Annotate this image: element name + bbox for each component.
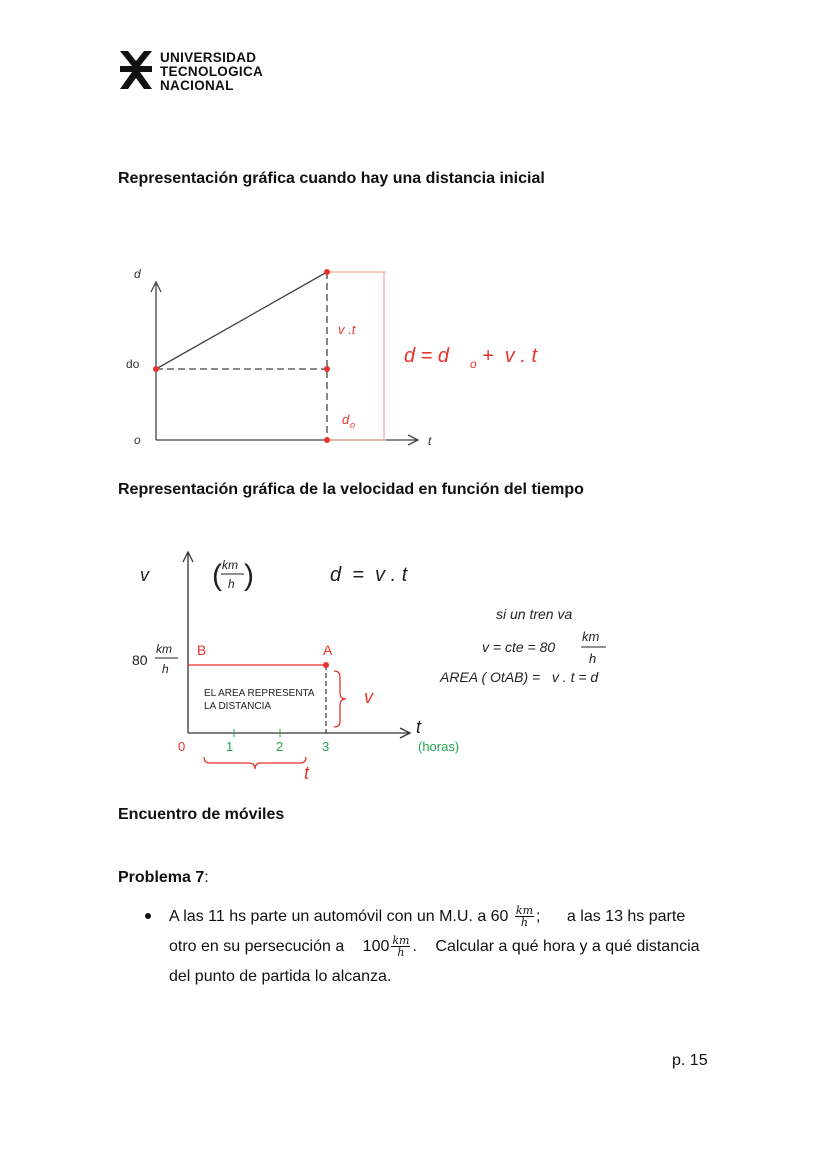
point-b-label: B	[197, 642, 207, 658]
problem-title-colon: :	[204, 869, 209, 886]
x-axis-label: t	[428, 434, 432, 448]
section-title-initial-distance: Representación gráfica cuando hay una distancia inicial	[118, 170, 545, 187]
formula-left: d = d	[404, 345, 450, 367]
origin-label: o	[134, 433, 141, 447]
tick-3: 3	[322, 739, 330, 754]
level-unit-num: km	[156, 642, 172, 656]
distance-formula: d = v . t	[330, 564, 408, 586]
v-axis-label: v	[140, 565, 149, 585]
problem-unit-2: $\frac{km}{h}$	[392, 934, 410, 960]
point-a-dot	[323, 662, 329, 668]
distance-time-graph	[118, 262, 598, 452]
bullet-dot	[145, 913, 151, 919]
problem-text-b: a las 13 hs parte	[566, 908, 686, 925]
problem-line-1: A las 11 hs parte un automóvil con un M.U. a 60 $\frac{km}{h}$ ; a las 13 hs parte	[169, 904, 686, 930]
level-value: 80	[132, 652, 148, 668]
formula-sub: o	[470, 357, 477, 371]
t-axis-unit: (horas)	[418, 739, 460, 754]
logo-line-1: UNIVERSIDAD	[160, 50, 257, 65]
unit-num: km	[222, 558, 238, 572]
formula-right: + v . t	[482, 345, 538, 367]
note-line3: AREA ( OtAB) = v . t = d	[440, 669, 599, 685]
t-brace-label: t	[304, 763, 310, 783]
unit-den: h	[228, 577, 235, 591]
vt-label: v .t	[338, 322, 356, 337]
v-brace	[334, 671, 346, 727]
problem-text-a: A las 11 hs parte un automóvil con un M.U. a 60	[169, 908, 509, 925]
t-brace	[204, 757, 306, 769]
utn-logo-icon	[118, 50, 154, 90]
section-title-meeting: Encuentro de móviles	[118, 806, 285, 823]
area-text-line1: EL AREA REPRESENTA	[204, 688, 315, 699]
d0-segment-sub: o	[350, 420, 356, 430]
note-line2: v = cte = 80	[482, 639, 556, 655]
origin-zero: 0	[178, 739, 186, 754]
d0-segment-label: d	[342, 412, 350, 427]
point-bottom	[324, 437, 330, 443]
area-text-line2: LA DISTANCIA	[204, 701, 272, 712]
problem-text-e: Calcular a qué hora y a qué distancia	[435, 938, 700, 955]
unit-paren-left: (	[212, 559, 222, 592]
problem-title-text: Problema 7	[118, 869, 205, 886]
problem-title	[118, 869, 209, 887]
note-unit-num: km	[582, 629, 600, 644]
point-top	[324, 269, 330, 275]
d0-axis-label: do	[126, 357, 140, 371]
section-title-velocity-time: Representación gráfica de la velocidad en función del tiempo	[118, 481, 584, 498]
problem-text-d: 100	[362, 938, 390, 955]
point-a-label: A	[323, 642, 333, 658]
unit-paren-right: )	[244, 559, 254, 592]
y-axis-label: d	[134, 267, 141, 281]
tick-1: 1	[226, 739, 234, 754]
distance-line	[156, 272, 327, 369]
level-unit-den: h	[162, 662, 169, 676]
problem-text-c: otro en su persecución a	[169, 938, 345, 955]
problem-line-3: del punto de partida lo alcanza.	[169, 968, 392, 985]
problem-text	[169, 902, 725, 992]
university-logo	[118, 50, 298, 94]
v-brace-label: v	[364, 687, 373, 707]
page-number: p. 15	[672, 1052, 708, 1069]
note-line1: si un tren va	[496, 606, 573, 622]
problem-unit-1: $\frac{km}{h}$	[515, 904, 534, 930]
problem-line-2: otro en su persecución a 100 $\frac{km}{h}$ . Calcular a qué hora y a qué distancia	[169, 934, 700, 960]
point-d0	[153, 366, 159, 372]
t-axis-label: t	[416, 717, 422, 737]
logo-line-3: NACIONAL	[160, 78, 234, 93]
note-unit-den: h	[589, 651, 597, 666]
velocity-time-graph	[118, 545, 678, 785]
point-mid	[324, 366, 330, 372]
tick-2: 2	[276, 739, 284, 754]
logo-line-2: TECNOLOGICA	[160, 64, 264, 79]
